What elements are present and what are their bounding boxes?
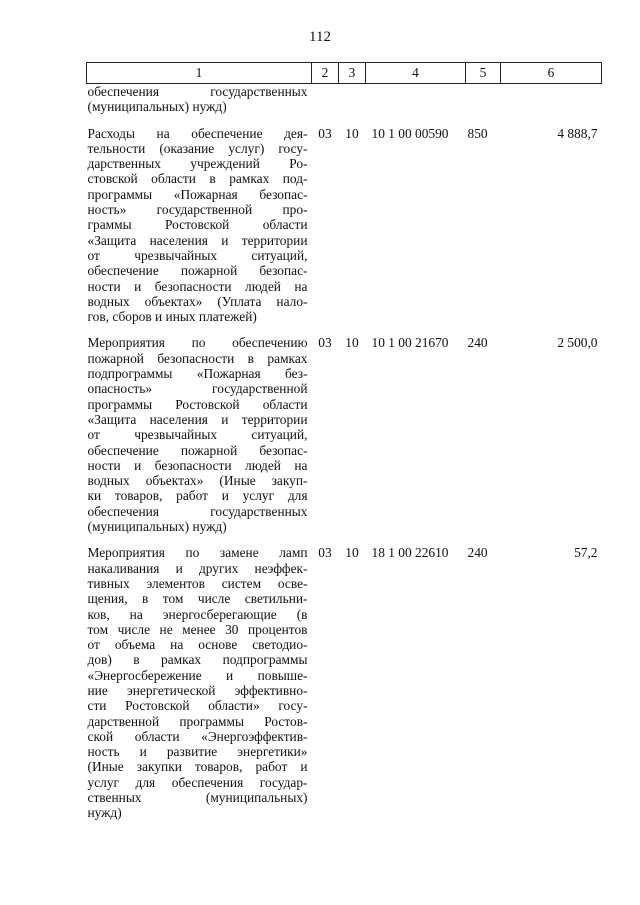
text-line: сти Ростовской области» госу- [87,698,308,714]
text-line: опасность» государственной [87,381,308,397]
text-line: том числе не менее 30 процентов [87,621,308,637]
column-header-5: 5 [466,63,501,84]
text-line: ской области «Энергоэффектив- [87,728,308,744]
target-article-code: 10 1 00 00590 [371,125,449,141]
section-code: 03 [318,335,332,351]
text-line: от объема на основе светодио- [87,637,308,653]
table-row [87,545,602,831]
text-line: ки товаров, работ и услуг для [87,488,308,504]
text-line: Расходы на обеспечение дея- [87,125,308,141]
subsection-code: 10 [345,335,359,351]
text-line: гов, сборов и иных платежей) [87,309,257,325]
text-line: Мероприятия по замене ламп [87,545,308,561]
column-header-3: 3 [339,63,366,84]
text-line: накаливания и других неэффек- [87,560,308,576]
text-line: от чрезвычайных ситуаций, [87,427,308,443]
text-line: (муниципальных) нужд) [87,519,227,535]
text-line: услуг для обеспечения государ- [87,774,308,790]
continuation-row [87,84,602,126]
target-article-code: 10 1 00 21670 [371,335,449,351]
text-line: подпрограммы «Пожарная без- [87,366,308,382]
text-line: ности и безопасности людей на [87,278,308,294]
continuation-text [87,84,312,126]
page-number: 112 [309,29,331,45]
section-code: 03 [318,125,332,141]
column-header-1: 1 [87,63,312,84]
amount: 4 888,7 [557,125,598,141]
table-row [87,126,602,336]
text-line: водных объектах» (Иные закуп- [87,473,308,489]
text-line: дарственных учреждений Ро- [87,156,308,172]
subsection-code: 10 [345,125,359,141]
text-line: пожарной безопасности в рамках [87,350,308,366]
text-line: ность и развитие энергетики» [87,744,308,760]
text-line: ность» государственной про- [87,202,308,218]
expense-type-code: 240 [467,335,488,351]
text-line: ков, на энергосберегающие (в [87,606,308,622]
text-line: дарственной программы Ростов- [87,713,308,729]
expense-description [87,545,312,831]
expense-type-code: 850 [467,125,488,141]
text-line: обеспечение пожарной безопас- [87,442,308,458]
text-line: обеспечение пожарной безопас- [87,263,308,279]
text-line: программы «Пожарная безопас- [87,186,308,202]
budget-table [86,62,602,832]
text-line: ности и безопасности людей на [87,457,308,473]
text-line: ние энергетической эффективно- [87,682,308,698]
expense-description [87,335,312,545]
text-line: водных объектах» (Уплата нало- [87,293,308,309]
text-line: щения, в том числе светильни- [87,591,308,607]
expense-description [87,126,312,336]
subsection-code: 10 [345,545,359,561]
amount: 2 500,0 [557,335,598,351]
expense-type-code: 240 [467,545,488,561]
text-line: «Защита населения и территории [87,232,308,248]
text-line: Мероприятия по обеспечению [87,335,308,351]
column-header-2: 2 [312,63,339,84]
text-line: ственных (муниципальных) [87,790,308,806]
amount: 57,2 [574,545,598,561]
text-line: граммы Ростовской области [87,217,308,233]
text-line: обеспечения государственных [87,84,308,99]
column-header-6: 6 [501,63,602,84]
text-line: от чрезвычайных ситуаций, [87,247,308,263]
text-line: «Защита населения и территории [87,411,308,427]
target-article-code: 18 1 00 22610 [371,545,449,561]
text-line: программы Ростовской области [87,396,308,412]
column-header-4: 4 [366,63,466,84]
table-row [87,335,602,545]
table-header-row [87,63,602,84]
text-line: «Энергосбережение и повыше- [87,667,308,683]
text-line: тельности (оказание услуг) госу- [87,140,308,156]
section-code: 03 [318,545,332,561]
text-line: обеспечения государственных [87,503,308,519]
text-line: дов) в рамках подпрограммы [87,652,308,668]
text-line: (Иные закупки товаров, работ и [87,759,308,775]
text-line: (муниципальных) нужд) [87,99,227,115]
text-line: тивных элементов систем осве- [87,575,308,591]
text-line: нужд) [87,805,122,821]
text-line: стовской области в рамках под- [87,171,308,187]
